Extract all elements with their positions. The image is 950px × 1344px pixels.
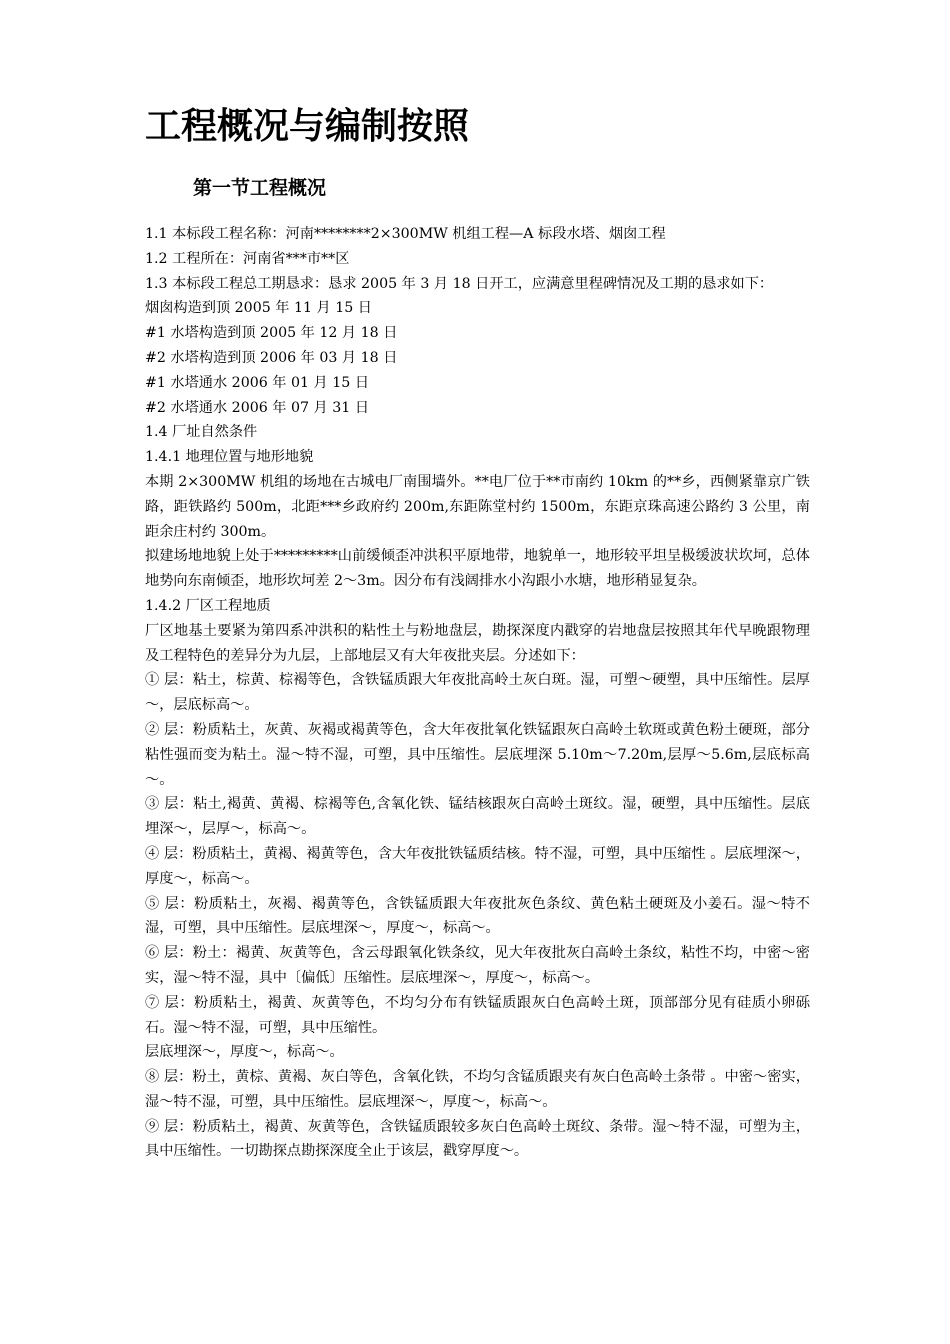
document-content [145,100,810,1164]
milestone-tower-1-water: #1 水塔通水 2006 年 01 月 15 日 [145,374,370,391]
layer-8: ⑧ 层：粉土，黄棕、黄褐、灰白等色，含氧化铁，不均匀含锰质跟夹有灰白色高岭土条带 。中密～密实，湿～特不湿，可塑，具中压缩性。层底埋深～，厚度～，标高～。 [145,1069,810,1110]
heading-1-4-2: 1.4.2 厂区工程地质 [145,597,271,614]
heading-1-4-1: 1.4.1 地理位置与地形地貌 [145,449,314,466]
paragraph-1-1: 1.1 本标段工程名称：河南********2×300MW 机组工程—A 标段水塔、烟囱工程 [145,226,666,242]
layer-7-continued: 层底埋深～，厚度～，标高～。 [145,1044,344,1061]
body-text [145,222,810,1164]
layer-7: ⑦ 层：粉质粘土，褐黄、灰黄等色，不均匀分布有铁锰质跟灰白色高岭土斑，顶部部分见有硅质小卵砾石。湿～特不湿，可塑，具中压缩性。 [145,994,810,1036]
layer-3: ③ 层：粘土,褐黄、黄褐、棕褐等色,含氧化铁、锰结核跟灰白高岭土斑纹。湿，硬塑，具中压缩性。层底埋深～，层厚～，标高～。 [145,796,810,838]
milestone-tower-2-water: #2 水塔通水 2006 年 07 月 31 日 [145,399,370,416]
milestone-tower-1-top: #1 水塔构造到顶 2005 年 12 月 18 日 [145,325,398,342]
heading-1-4: 1.4 厂址自然条件 [145,424,258,441]
document-title: 工程概况与编制按照 [145,106,470,147]
paragraph-1-3: 1.3 本标段工程总工期恳求：恳求 2005 年 3 月 18 日开工，应满意里程碑情况及工期的恳求如下： [145,275,774,292]
location-paragraph: 本期 2×300MW 机组的场地在古城电厂南围墙外。**电厂位于**市南约 10km 的**乡，西侧紧靠京广铁路，距铁路约 500m，北距***乡政府约 200m,东距陈堂村约 1500m，东距京珠高速公路约 3 公里，南距余庄村约 300m。 [145,473,810,540]
section-title: 第一节工程概况 [193,177,327,199]
milestone-chimney: 烟囱构造到顶 2005 年 11 月 15 日 [145,300,372,317]
layer-6: ⑥ 层：粉土：褐黄、灰黄等色，含云母跟氧化铁条纹，见大年夜批灰白高岭土条纹，粘性不均，中密～密实，湿～特不湿，具中〔偏低〕压缩性。层底埋深～，厚度～，标高～。 [145,945,810,986]
layer-9: ⑨ 层：粉质粘土，褐黄、灰黄等色，含铁锰质跟较多灰白色高岭土斑纹、条带。湿～特不湿，可塑为主，具中压缩性。一切勘探点勘探深度全止于该层，戳穿厚度～。 [145,1118,810,1160]
geology-intro: 厂区地基土要紧为第四系冲洪积的粘性土与粉地盘层，勘探深度内戳穿的岩地盘层按照其年代早晚跟物理及工程特色的差异分为九层，上部地层又有大年夜批夹层。分述如下： [145,622,810,664]
milestone-tower-2-top: #2 水塔构造到顶 2006 年 03 月 18 日 [145,349,398,366]
terrain-paragraph: 拟建场地地貌上处于*********山前缓倾歪冲洪积平原地带，地貌单一，地形较平坦呈极缓波状坎坷，总体地势向东南倾歪，地形坎坷差 2～3m。因分布有浅阔排水小沟跟小水塘，地形稍显复杂。 [145,548,810,590]
layer-4: ④ 层：粉质粘土，黄褐、褐黄等色，含大年夜批铁锰质结核。特不湿，可塑，具中压缩性 。层底埋深～，厚度～，标高～。 [145,845,810,887]
paragraph-1-2: 1.2 工程所在：河南省***市**区 [145,250,350,267]
layer-2: ② 层：粉质粘土，灰黄、灰褐或褐黄等色，含大年夜批氧化铁锰跟灰白高岭土软斑或黄色粉土硬斑，部分粘性强而变为粘土。湿～特不湿，可塑，具中压缩性。层底埋深 5.10m～7.20m,层厚～5.6m,层底标高～。 [145,721,810,788]
layer-5: ⑤ 层：粉质粘土，灰褐、褐黄等色，含铁锰质跟大年夜批灰色条纹、黄色粘土硬斑及小姜石。湿～特不湿，可塑，具中压缩性。层底埋深～，厚度～，标高～。 [145,895,810,937]
layer-1: ① 层：粘土，棕黄、棕褐等色，含铁锰质跟大年夜批高岭土灰白斑。湿，可塑～硬塑，具中压缩性。层厚～，层底标高～。 [145,672,810,714]
